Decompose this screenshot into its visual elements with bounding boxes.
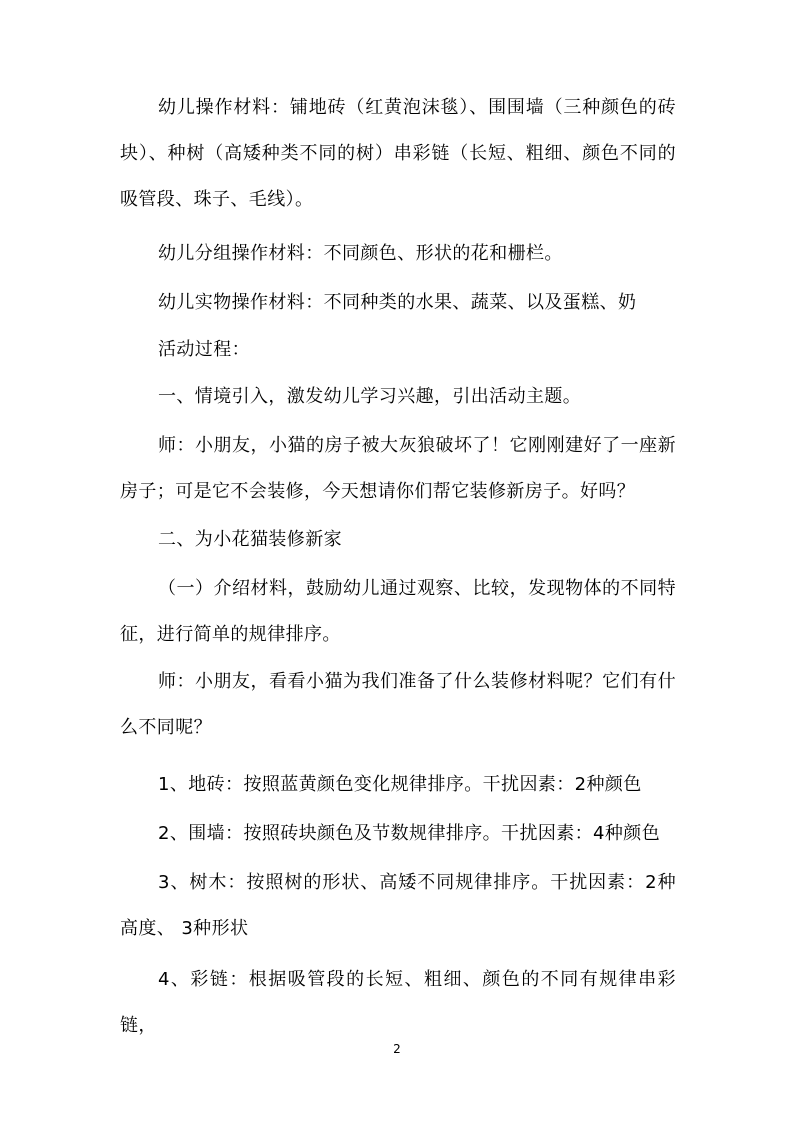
list-item-trees: 3、树木：按照树的形状、高矮不同规律排序。干扰因素：2种高度、 3种形状 <box>120 872 676 939</box>
page-number: 2 <box>393 1042 401 1056</box>
list-item-floor-tiles: 1、地砖：按照蓝黄颜色变化规律排序。干扰因素：2种颜色 <box>158 774 642 795</box>
heading-section-one: 一、情境引入，激发幼儿学习兴趣，引出活动主题。 <box>158 386 582 407</box>
paragraph-real-materials: 幼儿实物操作材料：不同种类的水果、蔬菜、以及蛋糕、奶 <box>158 292 637 313</box>
paragraph-activity-process: 活动过程： <box>158 339 250 360</box>
list-item-walls: 2、围墙：按照砖块颜色及节数规律排序。干扰因素：4种颜色 <box>158 823 661 844</box>
paragraph-teacher-intro: 师：小朋友，小猫的房子被大灰狼破坏了！它刚刚建好了一座新房子；可是它不会装修，今天想请你们帮它装修新房子。好吗？ <box>120 435 676 502</box>
list-item-color-chain: 4、彩链：根据吸管段的长短、粗细、颜色的不同有规律串彩链， <box>120 969 676 1036</box>
paragraph-group-materials: 幼儿分组操作材料：不同颜色、形状的花和栅栏。 <box>158 243 563 264</box>
paragraph-operation-materials: 幼儿操作材料：铺地砖（红黄泡沫毯）、围围墙（三种颜色的砖块）、种树（高矮种类不同的树）串彩链（长短、粗细、颜色不同的吸管段、珠子、毛线）。 <box>120 97 676 210</box>
paragraph-teacher-question: 师：小朋友，看看小猫为我们准备了什么装修材料呢？它们有什么不同呢？ <box>120 671 676 738</box>
paragraph-material-intro: （一）介绍材料，鼓励幼儿通过观察、比较，发现物体的不同特征，进行简单的规律排序。 <box>120 578 676 645</box>
heading-section-two: 二、为小花猫装修新家 <box>158 529 342 550</box>
